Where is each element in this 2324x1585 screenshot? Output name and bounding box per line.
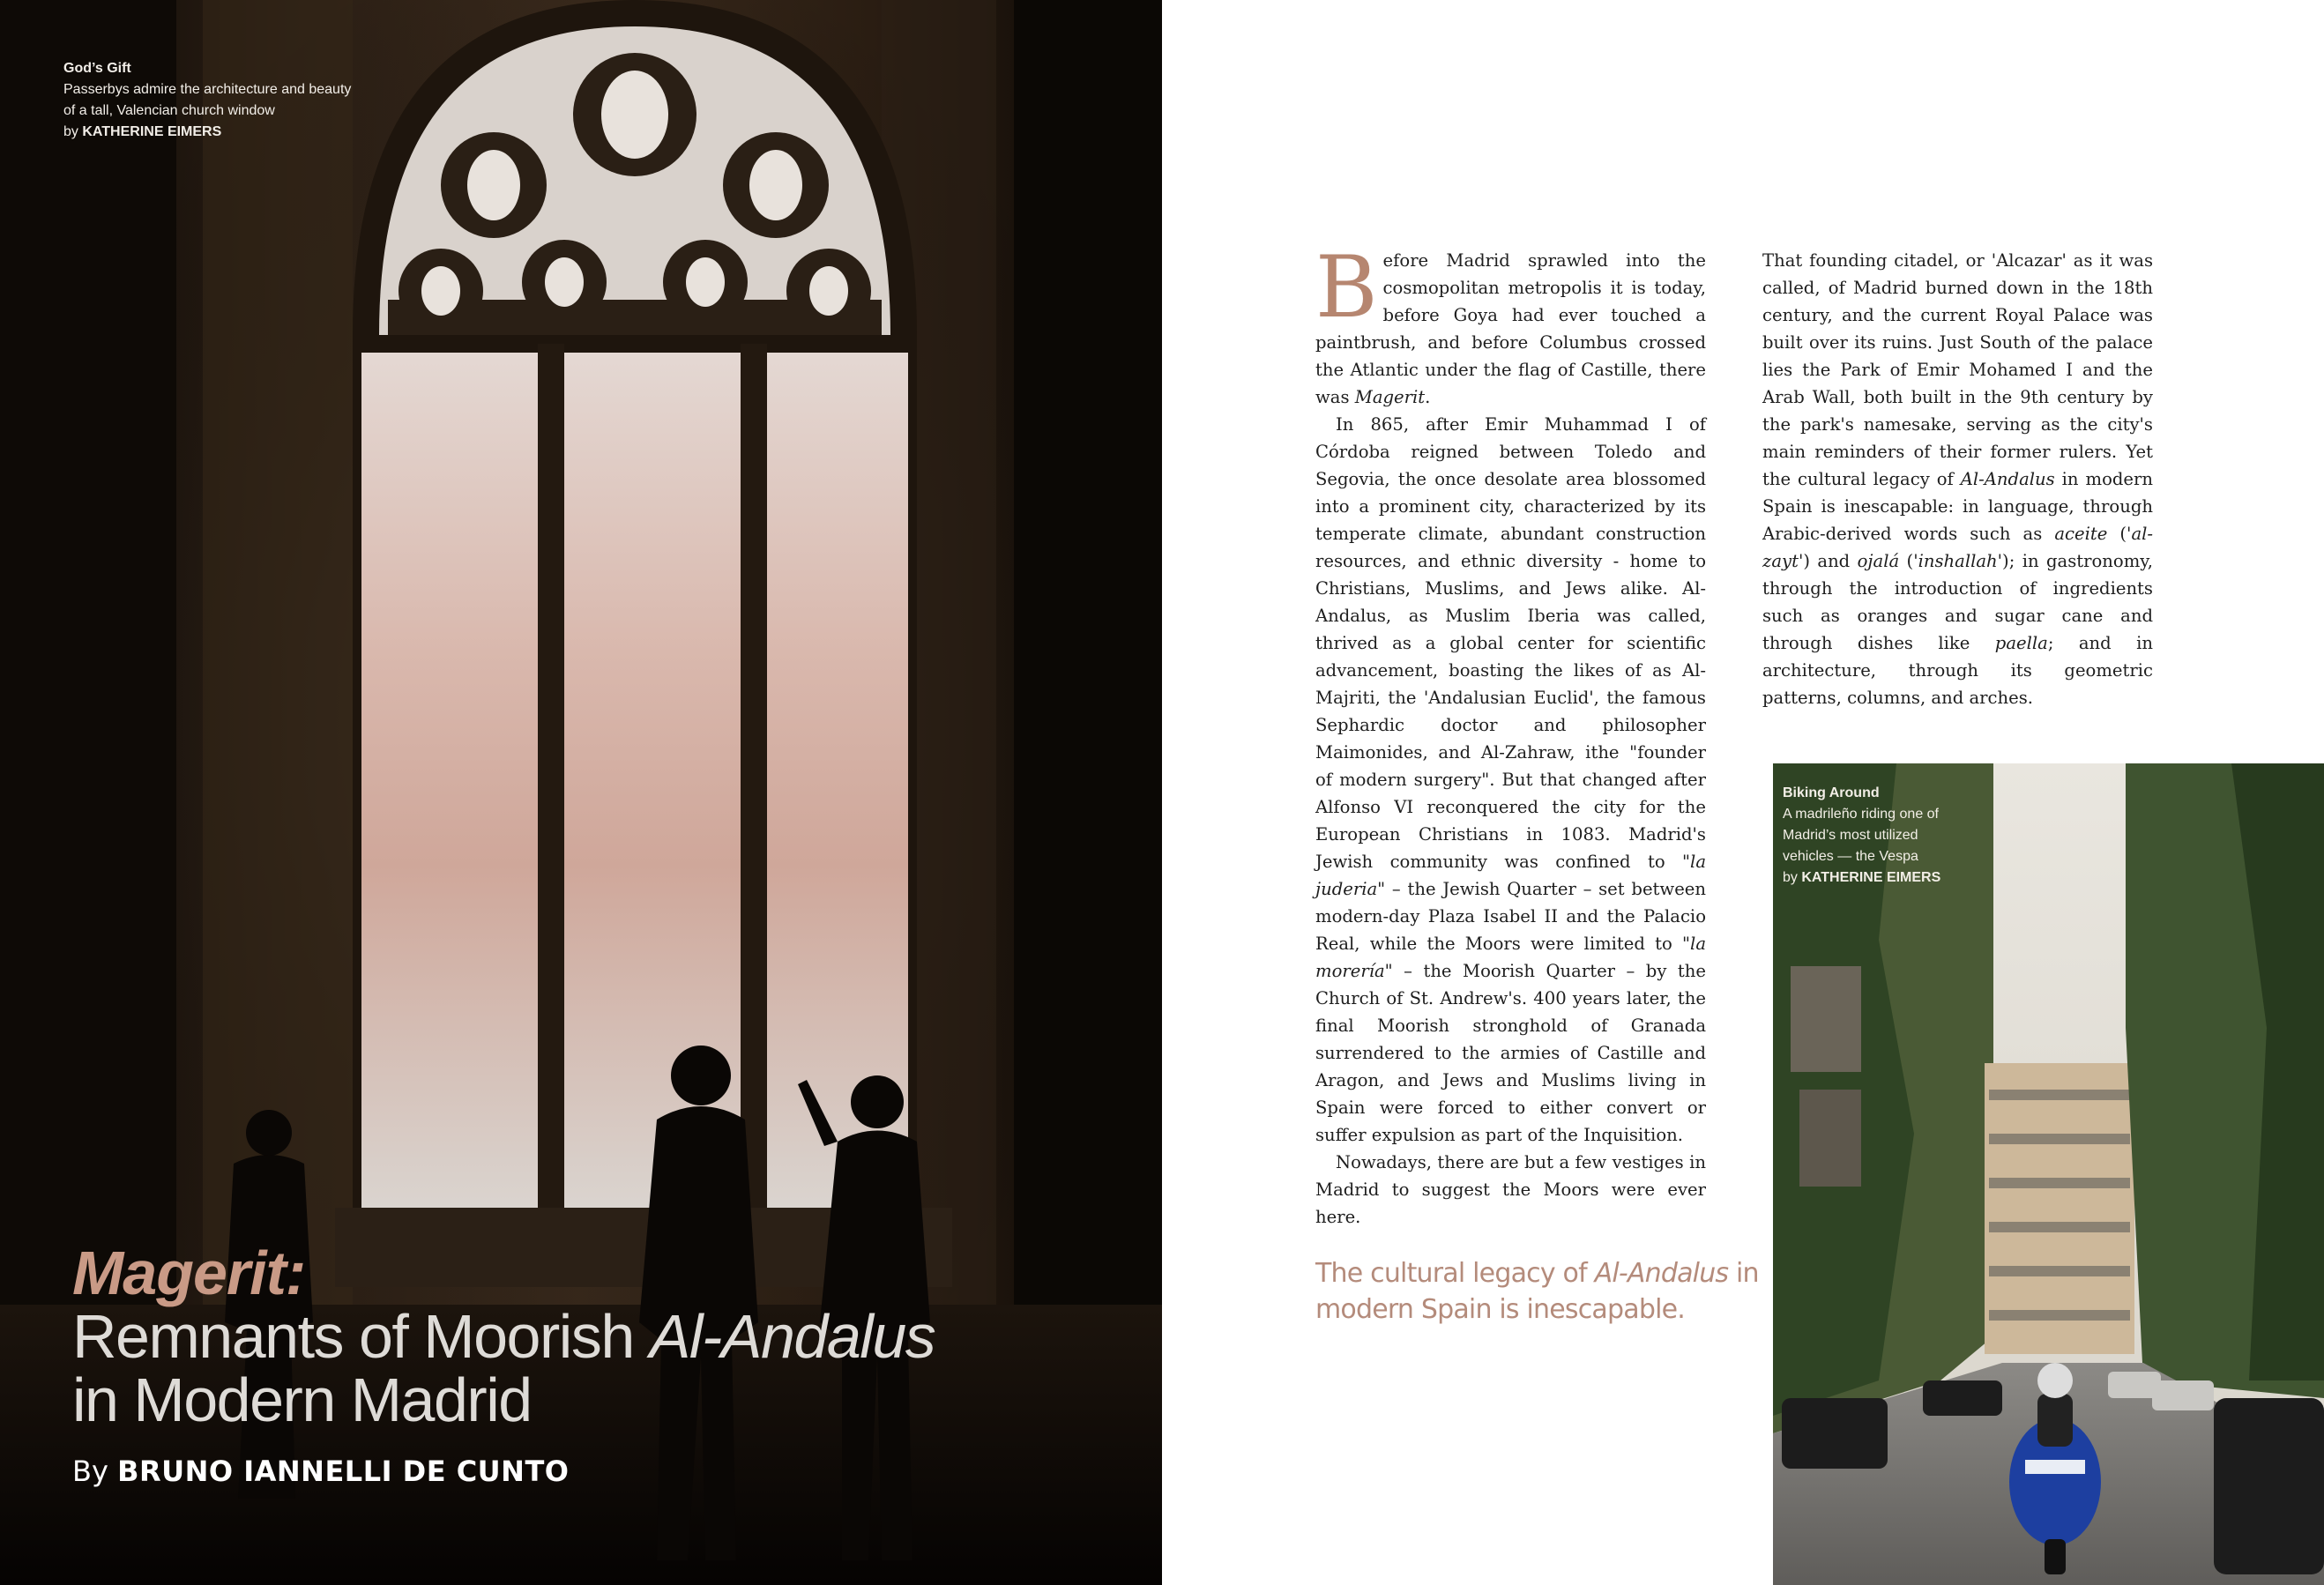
headline-kicker: Magerit:: [72, 1239, 306, 1307]
photo-caption-top: [63, 58, 363, 143]
paragraph-1-end: .: [1425, 387, 1431, 407]
paragraph-4-text-e: (': [1899, 551, 1918, 571]
byline-author: BRUNO IANNELLI DE CUNTO: [117, 1455, 570, 1488]
paragraph-2-text: In 865, after Emir Muhammad I of Córdoba reigned between Toledo and Segovia, the once desolate area blossomed into a prominent city, characterized by its temperate climate, abundant construction resources, and ethnic diversity - home to Christians, Muslims, and Jews alike. Al-Andalus, as Muslim Iberia was called, thrived as a global center for scientific advancement, boasting the likes of as Al-Majriti, the 'Andalusian Euclid', the famous Sephardic doctor and philosopher Maimonides, and Al-Zahraw, ithe "founder of modern surgery". But that changed after Alfonso VI reconquered the city for the European Christians in 1083. Madrid's Jewish community was confined to ": [1315, 414, 1706, 872]
paragraph-2-text-b: " – the Jewish Quarter – set between modern-day Plaza Isabel II and the Palacio Real, while the Moors were limited to ": [1315, 879, 1706, 954]
headline-line-1: [72, 1302, 1130, 1371]
paragraph-4-text-b: in modern Spain is inescapable: in language, through Arabic-derived words such as: [1762, 469, 2153, 544]
pull-quote: [1315, 1255, 1774, 1328]
street-photo-frame: [1773, 763, 2324, 1585]
paragraph-4-emphasis-6: paella: [1994, 633, 2048, 653]
photo-caption-side: [1783, 783, 1959, 889]
article-paragraph-3: Nowadays, there are but a few vestiges in Madrid to suggest the Moors were ever here.: [1315, 1152, 1706, 1227]
pull-quote-text: The cultural legacy of: [1315, 1258, 1595, 1289]
article-paragraph-2: [1315, 411, 1706, 1149]
paragraph-4-emphasis-4: ojalá: [1857, 551, 1900, 571]
side-caption-credit: KATHERINE EIMERS: [1801, 870, 1941, 885]
byline-prefix: By: [72, 1455, 118, 1488]
paragraph-4-text-d: ') and: [1798, 551, 1858, 571]
caption-title: God’s Gift: [63, 61, 131, 76]
headline-line-2: in Modern Madrid: [72, 1365, 532, 1434]
paragraph-4-text-g: ; and in architecture, through its geometric patterns, columns, and arches.: [1762, 633, 2153, 708]
right-page: [1162, 0, 2324, 1585]
paragraph-4-text-f: '); in gastronomy, through the introduction of ingredients such as oranges and sugar cane and through dishes like: [1762, 551, 2153, 653]
article-column-1: [1315, 238, 1706, 1231]
paragraph-2-emphasis-1: la juderia: [1315, 852, 1706, 899]
paragraph-1-emphasis: Magerit: [1354, 387, 1426, 407]
side-caption-title: Biking Around: [1783, 785, 1880, 800]
caption-by: by: [63, 124, 83, 139]
article-column-2: [1762, 247, 2153, 711]
headline-line-1-emphasis: Al-Andalus: [649, 1302, 935, 1371]
headline-block: [72, 1241, 1130, 1488]
drop-cap: B: [1315, 238, 1378, 337]
caption-credit: KATHERINE EIMERS: [82, 124, 222, 139]
byline: [72, 1455, 1130, 1488]
pull-quote-end: in modern Spain is inescapable.: [1315, 1258, 1759, 1325]
paragraph-4-text-c: (': [2107, 524, 2132, 544]
paragraph-4-text: That founding citadel, or 'Alcazar' as it was called, of Madrid burned down in the 18th century, and the current Royal Palace was built over its ruins. Just South of the palace lies the Park of Emir Mohamed I and the Arab Wall, both built in the 9th century by the park's namesake, serving as the city's main reminders of their former rulers. Yet the cultural legacy of: [1762, 250, 2153, 489]
paragraph-4-emphasis-5: inshallah: [1918, 551, 1998, 571]
paragraph-4-emphasis-2: aceite: [2054, 524, 2108, 544]
paragraph-4-emphasis-3: al-zayt: [1762, 524, 2154, 571]
side-caption-text: A madrileño riding one of Madrid’s most utilized vehicles — the Vespa: [1783, 807, 1939, 864]
pull-quote-emphasis: Al-Andalus: [1594, 1258, 1729, 1289]
article-paragraph-1: [1315, 238, 1706, 411]
paragraph-2-emphasis-2: la morería: [1315, 934, 1706, 981]
caption-text: Passerbys admire the architecture and beauty of a tall, Valencian church window: [63, 82, 352, 118]
article-paragraph-4: [1762, 247, 2153, 711]
paragraph-2-text-c: " – the Moorish Quarter – by the Church of St. Andrew's. 400 years later, the final Moorish stronghold of Granada surrendered to the armies of Castille and Aragon, and Jews and Muslims living in Spain were forced to either convert or suffer expulsion as part of the Inquisition.: [1315, 961, 1706, 1145]
headline-line-1-text: Remnants of Moorish: [72, 1302, 650, 1371]
side-caption-by: by: [1783, 870, 1802, 885]
paragraph-4-emphasis-1: Al-Andalus: [1960, 469, 2055, 489]
paragraph-1-text: efore Madrid sprawled into the cosmopolitan metropolis it is today, before Goya had ever touched a paintbrush, and before Columbus crossed the Atlantic under the flag of Castille, there was: [1315, 250, 1706, 407]
